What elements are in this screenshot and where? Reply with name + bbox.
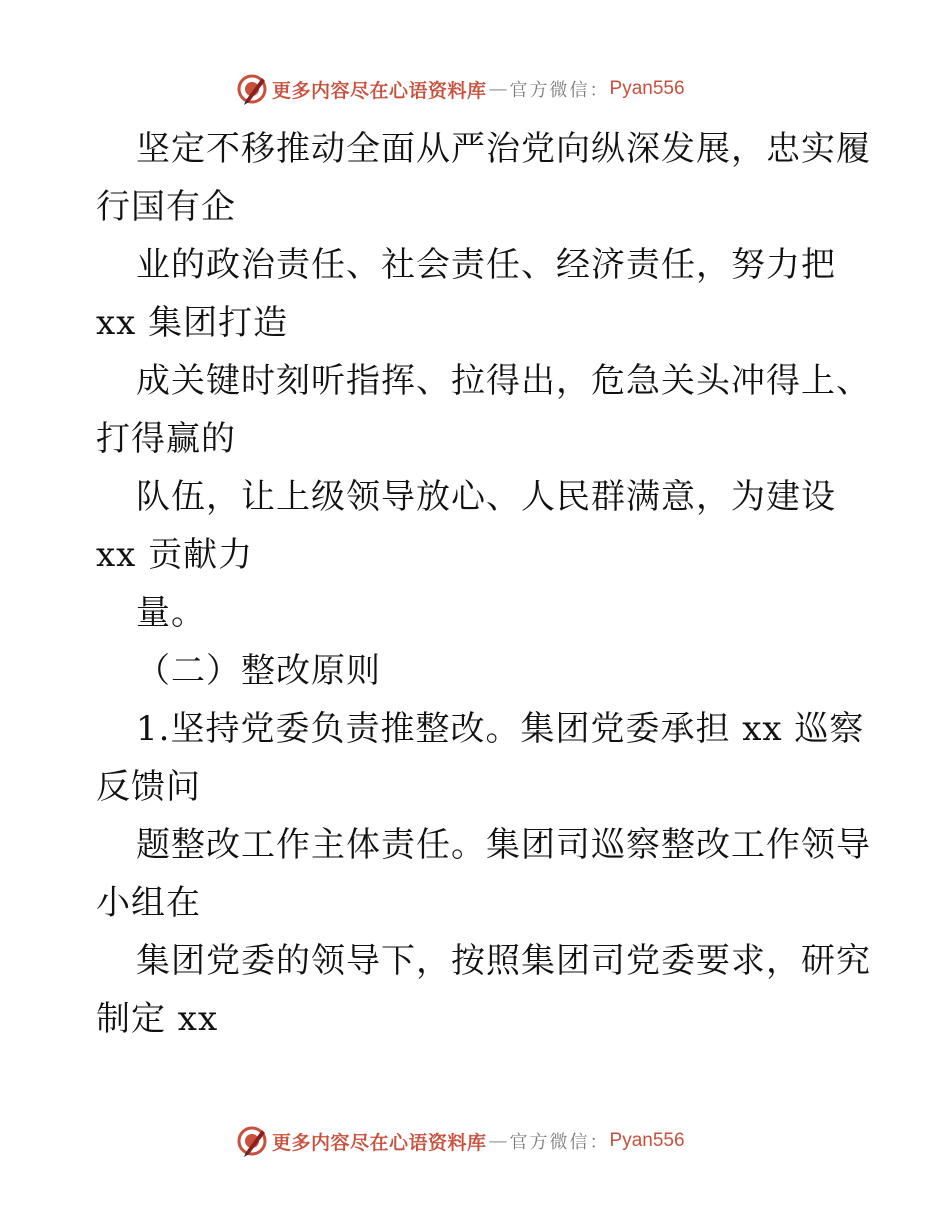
pen-logo-icon [236,1124,268,1158]
header-watermark [236,72,685,106]
watermark-id: Pyan556 [609,78,685,99]
text-line: xx 贡献力 [96,535,254,575]
text-line: 成关键时刻听指挥、拉得出，危急关头冲得上、 [136,361,871,401]
text-line: 行国有企 [96,187,236,227]
section-heading: （二）整改原则 [136,651,381,691]
text-line: xx 集团打造 [96,303,289,343]
text-line: 坚定不移推动全面从严治党向纵深发展，忠实履 [136,129,871,169]
footer-watermark [236,1124,685,1158]
watermark-brand: 更多内容尽在心语资料库 [272,79,487,102]
pen-logo-icon [236,72,268,106]
watermark-dash: — [488,78,508,100]
document-body [96,120,876,1048]
text-line: 反馈问 [96,767,201,807]
text-line: 小组在 [96,883,201,923]
text-line: 集团党委的领导下，按照集团司党委要求，研究 [136,941,871,981]
text-line: 题整改工作主体责任。集团司巡察整改工作领导 [136,825,871,865]
watermark-label: 官方微信： [509,1132,610,1153]
text-line: 制定 xx [96,999,219,1039]
text-line: 1.坚持党委负责推整改。集团党委承担 xx 巡察 [136,709,865,749]
watermark-dash: — [488,1130,508,1152]
watermark-label: 官方微信： [509,80,610,101]
text-line: 队伍，让上级领导放心、人民群满意，为建设 [136,477,836,517]
text-line: 量。 [136,593,206,633]
text-line: 打得赢的 [96,419,236,459]
watermark-brand: 更多内容尽在心语资料库 [272,1131,487,1154]
text-line: 业的政治责任、社会责任、经济责任，努力把 [136,245,836,285]
watermark-id: Pyan556 [609,1130,685,1151]
